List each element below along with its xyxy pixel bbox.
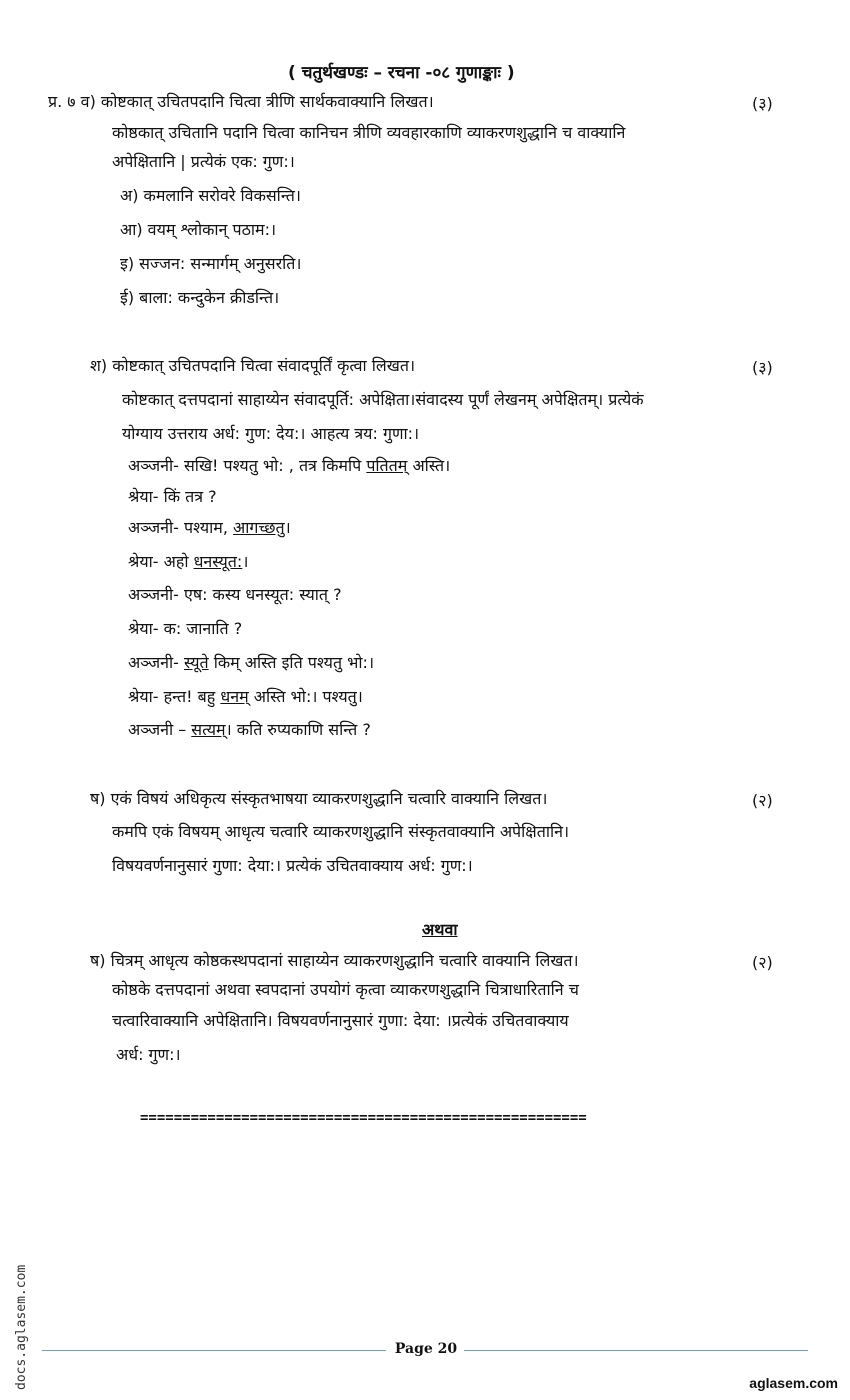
footer-rule-left [42, 1350, 386, 1351]
dialogue-line: श्रेया- किं तत्र ? [128, 487, 217, 506]
question-a-instruction-1: कोष्ठकात् उचितानि पदानि चित्वा कानिचन त्रीणि व्यवहारकाणि व्याकरणशुद्धानि च वाक्यानि [112, 123, 626, 142]
question-d-marks: (२) [752, 953, 773, 972]
question-c-marks: (२) [752, 791, 773, 810]
question-b-heading: श) कोष्टकात् उचितपदानि चित्वा संवादपूर्तिं कृत्वा लिखत। [90, 356, 416, 375]
question-d-instruction-1: कोष्ठके दत्तपदानां अथवा स्वपदानां उपयोगं कृत्वा व्याकरणशुद्धानि चित्राधारितानि च [112, 980, 579, 999]
question-d-heading: ष) चित्रम् आधृत्य कोष्ठकस्थपदानां साहाय्येन व्याकरणशुद्धानि चत्वारि वाक्यानि लिखत। [90, 951, 579, 970]
option-item: आ) वयम् श्लोकान् पठाम:। [120, 220, 277, 239]
question-c-instruction-1: कमपि एकं विषयम् आधृत्य चत्वारि व्याकरणशुद्धानि संस्कृतवाक्यानि अपेक्षितानि। [112, 822, 570, 841]
or-label: अथवा [422, 920, 458, 939]
footer-rule-right [464, 1350, 808, 1351]
question-a-instruction-2: अपेक्षितानि | प्रत्येकं एक: गुण:। [112, 152, 295, 171]
dialogue-line: अञ्जनी- पश्याम, आगच्छतु। [128, 518, 291, 537]
dialogue-line: अञ्जनी- एष: कस्य धनस्यूत: स्यात् ? [128, 585, 342, 604]
separator-line: ===================================================== [140, 1110, 587, 1126]
question-c-instruction-2: विषयवर्णनानुसारं गुणा: देया:। प्रत्येकं उचितवाक्याय अर्ध: गुण:। [112, 856, 473, 875]
page-number: Page 20 [394, 1341, 458, 1357]
option-item: ई) बाला: कन्दुकेन क्रीडन्ति। [120, 288, 280, 307]
question-a-marks: (३) [752, 94, 773, 113]
question-b-instruction-2: योग्याय उत्तराय अर्ध: गुण: देय:। आहत्य त्रय: गुणा:। [122, 424, 420, 443]
dialogue-line: अञ्जनी – सत्यम्। कति रुप्यकाणि सन्ति ? [128, 720, 371, 739]
dialogue-line: श्रेया- हन्त! बहु धनम् अस्ति भो:। पश्यतु। [128, 687, 363, 706]
question-a-heading: प्र. ७ व) कोष्टकात् उचितपदानि चित्वा त्रीणि सार्थकवाक्यानि लिखत। [48, 92, 434, 111]
section-title: ( चतुर्थखण्डः – रचना -०८ गुणाङ्काः ) [288, 63, 515, 83]
brand-logo-text[interactable]: aglasem.com [749, 1375, 838, 1391]
dialogue-line: अञ्जनी- स्यूते किम् अस्ति इति पश्यतु भो:। [128, 653, 375, 672]
option-item: इ) सज्जन: सन्मार्गम् अनुसरति। [120, 254, 302, 273]
question-b-marks: (३) [752, 358, 773, 377]
question-d-instruction-3: अर्ध: गुण:। [116, 1045, 181, 1064]
question-b-instruction-1: कोष्टकात् दत्तपदानां साहाय्येन संवादपूर्ति: अपेक्षिता।संवादस्य पूर्णं लेखनम् अपेक्षितम्। प्रत्येकं [122, 390, 644, 409]
watermark-text: docs.aglasem.com [14, 1264, 29, 1390]
dialogue-line: श्रेया- अहो धनस्यूत:। [128, 552, 249, 571]
option-item: अ) कमलानि सरोवरे विकसन्ति। [120, 186, 301, 205]
question-d-instruction-2: चत्वारिवाक्यानि अपेक्षितानि। विषयवर्णनानुसारं गुणा: देया: ।प्रत्येकं उचितवाक्याय [112, 1011, 569, 1030]
dialogue-line: श्रेया- क: जानाति ? [128, 619, 243, 638]
question-c-heading: ष) एकं विषयं अधिकृत्य संस्कृतभाषया व्याकरणशुद्धानि चत्वारि वाक्यानि लिखत। [90, 789, 548, 808]
dialogue-line: अञ्जनी- सखि! पश्यतु भो: , तत्र किमपि पतितम् अस्ति। [128, 456, 451, 475]
